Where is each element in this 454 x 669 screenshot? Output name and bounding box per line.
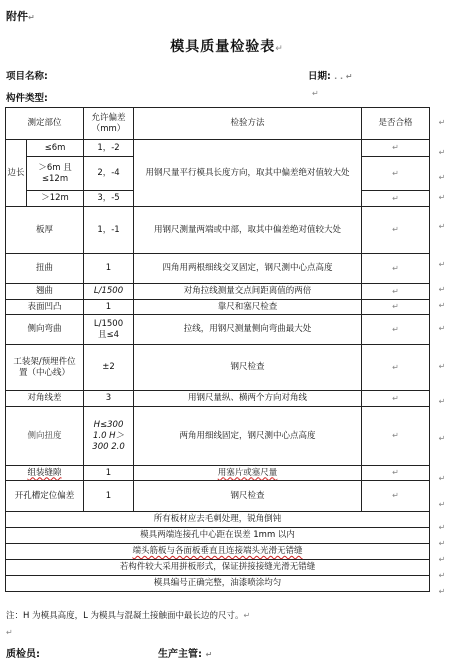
row-end-mark: ↵ — [438, 397, 446, 406]
note-cell: 模具编号正确完整，油漆喷涂均匀 — [6, 576, 430, 592]
note-row — [6, 512, 430, 528]
row-end-mark: ↵ — [438, 587, 446, 596]
row-end-mark: ↵ — [438, 173, 446, 182]
pass-cell[interactable]: ↵ — [362, 315, 430, 345]
note-row — [6, 576, 430, 592]
row-end-mark: ↵ — [438, 539, 446, 548]
part-cell: 对角线差 — [6, 391, 84, 407]
tolerance-cell: H≤300 1.0 H＞300 2.0 — [84, 407, 134, 466]
tolerance-cell: L/1500且≤4 — [84, 315, 134, 345]
note-cell: 模具两端连接孔中心距在误差 1mm 以内 — [6, 528, 430, 544]
method-cell: 两角用细线固定，钢尺测中心点高度 — [134, 407, 362, 466]
col-tolerance-header: 允许偏差（mm） — [84, 108, 134, 140]
length-range-cell: ＞12m — [27, 191, 84, 207]
row-end-mark: ↵ — [438, 324, 446, 333]
row-end-mark: ↵ — [438, 301, 446, 310]
tolerance-cell: 1，-1 — [84, 207, 134, 254]
pass-cell[interactable]: ↵ — [362, 157, 430, 191]
tolerance-cell: 1 — [84, 254, 134, 284]
method-cell: 钢尺检查 — [134, 345, 362, 391]
note-cell: 端头筋板与各面板垂直且连接端头光滑无错缝 — [6, 544, 430, 560]
table-row — [6, 466, 430, 481]
row-end-mark: ↵ — [438, 118, 446, 127]
note-row — [6, 560, 430, 576]
row-end-mark: ↵ — [438, 474, 446, 483]
row-end-mark: ↵ — [438, 222, 446, 231]
part-cell: 开孔槽定位偏差 — [6, 481, 84, 512]
method-cell: 靠尺和塞尺检查 — [134, 300, 362, 315]
return-mark: ↵ — [312, 89, 319, 98]
method-cell: 拉线，用钢尺测量侧向弯曲最大处 — [134, 315, 362, 345]
tolerance-cell: 2，-4 — [84, 157, 134, 191]
row-end-mark: ↵ — [438, 523, 446, 532]
table-header-row — [6, 108, 430, 140]
col-part-header: 测定部位 — [6, 108, 84, 140]
return-mark: ↵ — [6, 628, 13, 637]
part-cell: 侧向扭度 — [6, 407, 84, 466]
method-cell: 用钢尺量平行模具长度方向，取其中偏差绝对值较大处 — [134, 140, 362, 207]
row-end-mark: ↵ — [438, 571, 446, 580]
table-row — [6, 284, 430, 300]
note-row — [6, 528, 430, 544]
pass-cell[interactable]: ↵ — [362, 481, 430, 512]
length-range-cell: ＞6m 且≤12m — [27, 157, 84, 191]
col-pass-header: 是否合格 — [362, 108, 430, 140]
attachment-label: 附件↵ — [6, 10, 35, 23]
method-cell: 钢尺检查 — [134, 481, 362, 512]
part-cell: 表面凹凸 — [6, 300, 84, 315]
pass-cell[interactable]: ↵ — [362, 207, 430, 254]
table-row — [6, 407, 430, 466]
row-end-mark: ↵ — [438, 362, 446, 371]
pass-cell[interactable]: ↵ — [362, 407, 430, 466]
row-end-mark: ↵ — [438, 434, 446, 443]
length-group-cell: 边长 — [6, 140, 27, 207]
pass-cell[interactable]: ↵ — [362, 254, 430, 284]
tolerance-cell: 1，-2 — [84, 140, 134, 157]
table-row — [6, 345, 430, 391]
pass-cell[interactable]: ↵ — [362, 466, 430, 481]
table-row — [6, 300, 430, 315]
tolerance-cell: 1 — [84, 300, 134, 315]
pass-cell[interactable]: ↵ — [362, 140, 430, 157]
page-title: 模具质量检验表↵ — [170, 39, 284, 55]
tolerance-cell: 3 — [84, 391, 134, 407]
pass-cell[interactable]: ↵ — [362, 300, 430, 315]
col-method-header: 检验方法 — [134, 108, 362, 140]
method-cell: 用钢尺量纵、横两个方向对角线 — [134, 391, 362, 407]
note-cell: 若构件较大采用拼板形式，保证拼接接缝光滑无错缝 — [6, 560, 430, 576]
footer-note: 注：H 为模具高度，L 为模具与混凝土接触面中最长边的尺寸。↵ — [6, 611, 251, 621]
table-row — [6, 391, 430, 407]
part-cell: 翘曲 — [6, 284, 84, 300]
row-end-mark: ↵ — [438, 285, 446, 294]
tolerance-cell: L/1500 — [84, 284, 134, 300]
row-end-mark: ↵ — [438, 193, 446, 202]
part-cell: 侧向弯曲 — [6, 315, 84, 345]
pass-cell[interactable]: ↵ — [362, 191, 430, 207]
length-range-cell: ≤6m — [27, 140, 84, 157]
row-end-mark: ↵ — [438, 555, 446, 564]
tolerance-cell: 1 — [84, 466, 134, 481]
component-type-label: 构件类型: — [6, 93, 48, 104]
inspector-label: 质检员: — [6, 649, 40, 660]
table-row — [6, 315, 430, 345]
table-row — [6, 207, 430, 254]
tolerance-cell: 1 — [84, 481, 134, 512]
row-end-mark: ↵ — [438, 260, 446, 269]
part-cell: 板厚 — [6, 207, 84, 254]
pass-cell[interactable]: ↵ — [362, 345, 430, 391]
method-cell: 对角拉线测量交点间距离值的两倍 — [134, 284, 362, 300]
method-cell: 用塞片或塞尺量 — [134, 466, 362, 481]
table-row — [6, 140, 430, 157]
table-row — [6, 254, 430, 284]
part-cell: 扭曲 — [6, 254, 84, 284]
method-cell: 四角用两根细线交叉固定，钢尺测中心点高度 — [134, 254, 362, 284]
note-row — [6, 544, 430, 560]
note-cell: 所有板材应去毛刺处理，锐角倒钝 — [6, 512, 430, 528]
part-cell: 工装架/预埋件位置（中心线） — [6, 345, 84, 391]
tolerance-cell: 3，-5 — [84, 191, 134, 207]
part-cell: 组装缝隙 — [6, 466, 84, 481]
table-row — [6, 481, 430, 512]
tolerance-cell: ±2 — [84, 345, 134, 391]
pass-cell[interactable]: ↵ — [362, 284, 430, 300]
row-end-mark: ↵ — [438, 500, 446, 509]
row-end-mark: ↵ — [438, 148, 446, 157]
supervisor-label: 生产主管: ↵ — [158, 649, 213, 660]
project-name-label: 项目名称: — [6, 71, 48, 82]
inspection-table — [5, 107, 430, 592]
date-label: 日期: . . ↵ — [308, 71, 353, 82]
method-cell: 用钢尺测量两端或中部，取其中偏差绝对值较大处 — [134, 207, 362, 254]
pass-cell[interactable]: ↵ — [362, 391, 430, 407]
